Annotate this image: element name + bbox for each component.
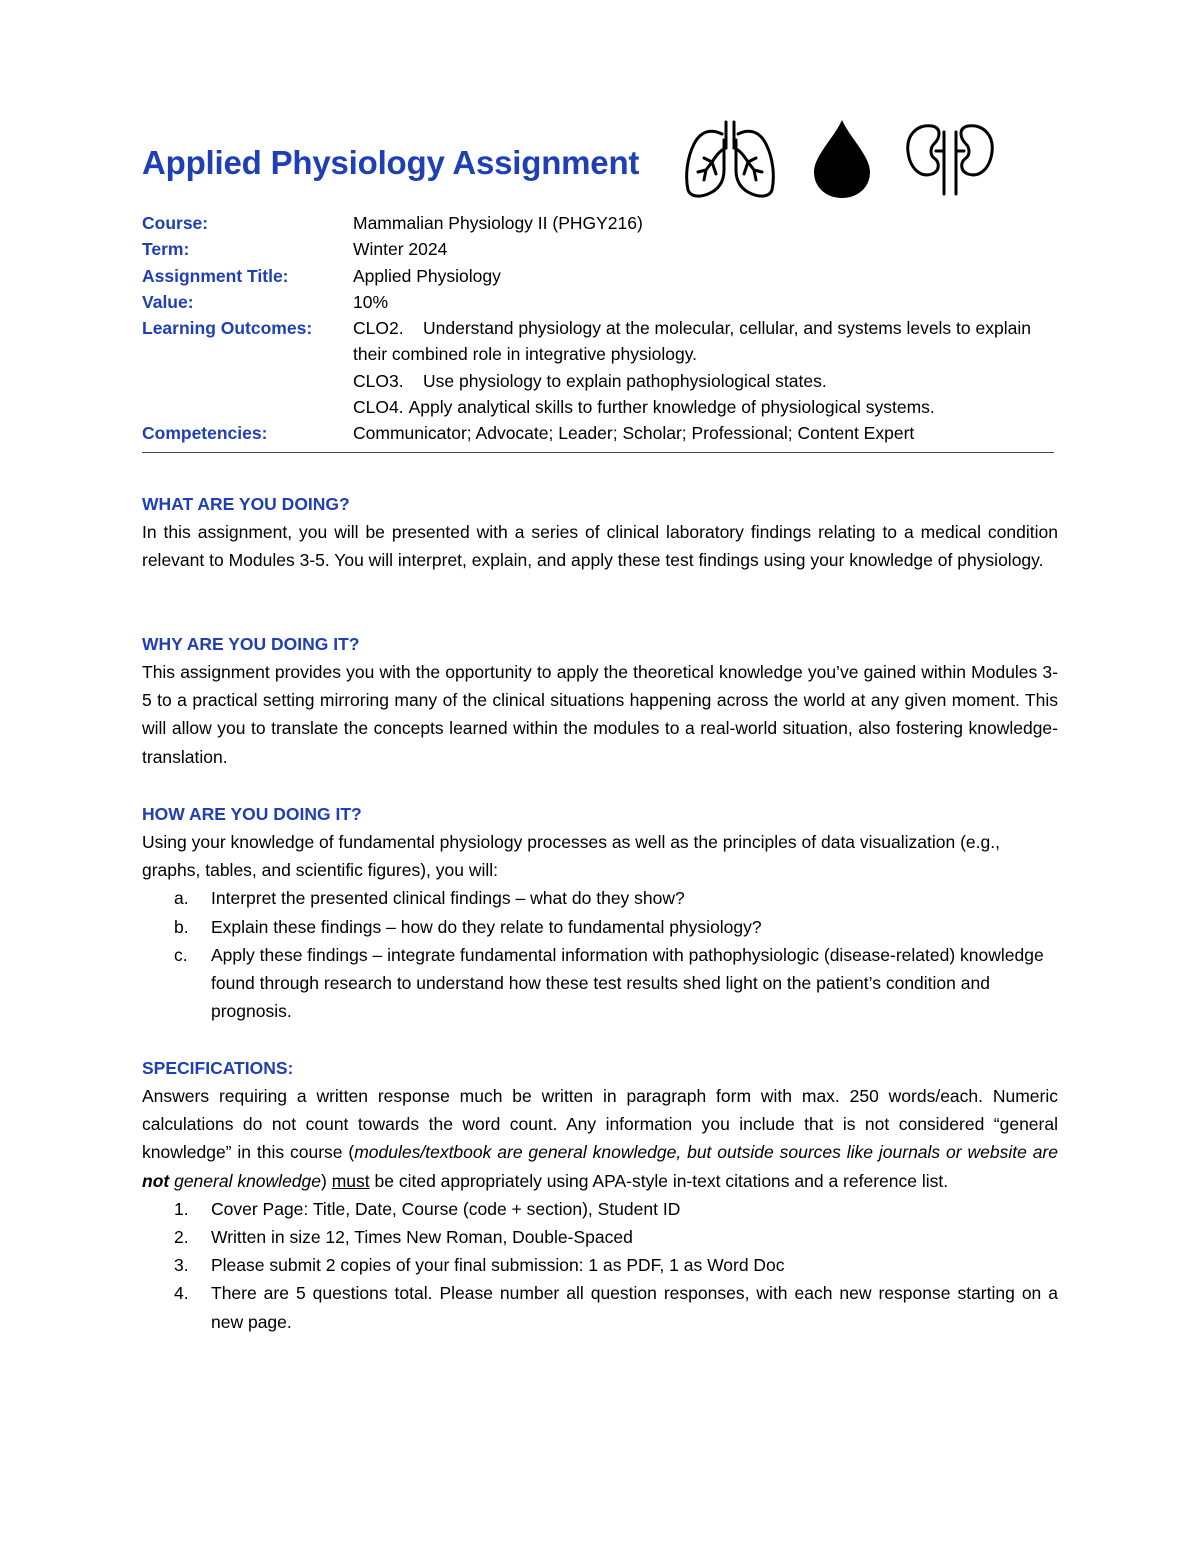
- list-text: Cover Page: Title, Date, Course (code + section), Student ID: [211, 1198, 681, 1219]
- spec-text-2: ): [321, 1170, 332, 1191]
- how-list: [142, 884, 1058, 1025]
- document-title: Applied Physiology Assignment: [142, 144, 640, 181]
- list-item: [142, 1251, 1058, 1279]
- clo4-code: CLO4.: [353, 397, 404, 418]
- clo2-item: [353, 315, 1062, 368]
- list-item: [142, 913, 1058, 941]
- how-heading: HOW ARE YOU DOING IT?: [142, 804, 362, 824]
- how-section: [142, 800, 1058, 1025]
- assignment-title-value: Applied Physiology: [353, 265, 501, 286]
- spec-italic-bold-text: not: [142, 1170, 170, 1191]
- clo3-code: CLO3.: [353, 370, 404, 391]
- specifications-heading: SPECIFICATIONS:: [142, 1058, 294, 1078]
- term-row: [142, 236, 1062, 262]
- list-item: [142, 1195, 1058, 1223]
- list-text: Please submit 2 copies of your final submission: 1 as PDF, 1 as Word Doc: [211, 1255, 785, 1276]
- spec-italic-bold: [142, 1171, 169, 1191]
- learning-outcomes-row: [142, 315, 1062, 420]
- header-icons: [680, 118, 1000, 198]
- list-text: Written in size 12, Times New Roman, Double-Spaced: [211, 1227, 633, 1248]
- spec-italic-2: general knowledge: [169, 1170, 321, 1191]
- assignment-title-label: Assignment Title:: [142, 265, 289, 286]
- what-body: In this assignment, you will be presented with a series of clinical laboratory findings relating to a medical condition relevant to Modules 3-5. You will interpret, explain, and apply these test findings using your knowledge of physiology.: [142, 522, 1058, 571]
- list-text: Apply these findings – integrate fundamental information with pathophysiologic (disease-related) knowledge found through research to understand how these test results shed light on the patient’s condition and prognosis.: [211, 944, 1044, 1022]
- clo3-item: [353, 368, 1062, 394]
- why-body: This assignment provides you with the opportunity to apply the theoretical knowledge you’ve gained within Modules 3-5 to a practical setting mirroring many of the clinical situations happening across the world at any given moment. This will allow you to translate the concepts learned within the modules to a real-world situation, also fostering knowledge-translation.: [142, 662, 1058, 767]
- list-marker: c.: [174, 944, 188, 965]
- course-label: Course:: [142, 213, 209, 233]
- learning-outcomes-list: [353, 315, 1062, 420]
- list-marker: b.: [174, 916, 189, 937]
- spec-italic-1: modules/textbook are general knowledge, but outside sources like journals or website are: [354, 1142, 1058, 1163]
- list-text: Explain these findings – how do they relate to fundamental physiology?: [211, 916, 762, 937]
- why-heading: WHY ARE YOU DOING IT?: [142, 634, 360, 654]
- course-row: [142, 210, 1062, 236]
- term-label: Term:: [142, 239, 190, 260]
- competencies-value: Communicator; Advocate; Leader; Scholar; Professional; Content Expert: [353, 423, 915, 444]
- list-marker: 1.: [174, 1198, 189, 1219]
- assignment-metadata: [142, 210, 1062, 447]
- what-heading: WHAT ARE YOU DOING?: [142, 494, 350, 514]
- assignment-title-row: [142, 263, 1062, 289]
- clo2-text: Understand physiology at the molecular, cellular, and systems levels to explain their combined role in integrative physiology.: [353, 318, 1031, 365]
- list-marker: 4.: [174, 1283, 189, 1304]
- clo2-code: CLO2.: [353, 318, 404, 339]
- list-marker: 2.: [174, 1227, 189, 1248]
- why-section: [142, 630, 1058, 771]
- spec-text-3: be cited appropriately using APA-style in-text citations and a reference list.: [369, 1170, 949, 1191]
- section-divider: [142, 452, 1054, 453]
- term-value: Winter 2024: [353, 239, 448, 260]
- list-item: [142, 884, 1058, 912]
- list-text: Interpret the presented clinical findings – what do they show?: [211, 888, 685, 909]
- value-value: 10%: [353, 291, 389, 312]
- competencies-row: [142, 420, 1062, 446]
- competencies-label: Competencies:: [142, 423, 268, 444]
- specifications-list: [142, 1195, 1058, 1336]
- list-marker: a.: [174, 888, 189, 909]
- list-item: [142, 1279, 1058, 1335]
- list-item: [142, 1223, 1058, 1251]
- what-section: [142, 490, 1058, 574]
- clo3-text: Use physiology to explain pathophysiological states.: [423, 370, 827, 391]
- spec-underlined-must: must: [331, 1170, 370, 1191]
- list-text: There are 5 questions total. Please number all question responses, with each new response starting on a new page.: [211, 1283, 1058, 1332]
- learning-outcomes-label: Learning Outcomes:: [142, 318, 313, 339]
- value-row: [142, 289, 1062, 315]
- kidneys-icon: [902, 118, 998, 198]
- value-label: Value:: [142, 291, 194, 312]
- list-marker: 3.: [174, 1255, 189, 1276]
- spec-text-1: Answers requiring a written response much be written in paragraph form with max. 250 words/each. Numeric calculations do not count towards the word count. Any information you include that is not considered “general knowledge” in this course (: [142, 1086, 1058, 1163]
- lungs-icon: [682, 118, 778, 198]
- list-item: [142, 941, 1058, 1026]
- blood-drop-icon: [810, 118, 874, 198]
- specifications-section: [142, 1054, 1058, 1336]
- specifications-body: [142, 1082, 1058, 1195]
- course-value: Mammalian Physiology II (PHGY216): [353, 213, 643, 233]
- clo4-item: [353, 394, 1062, 420]
- clo4-text: Apply analytical skills to further knowledge of physiological systems.: [408, 397, 935, 418]
- how-intro: Using your knowledge of fundamental physiology processes as well as the principles of data visualization (e.g., graphs, tables, and scientific figures), you will:: [142, 832, 1000, 881]
